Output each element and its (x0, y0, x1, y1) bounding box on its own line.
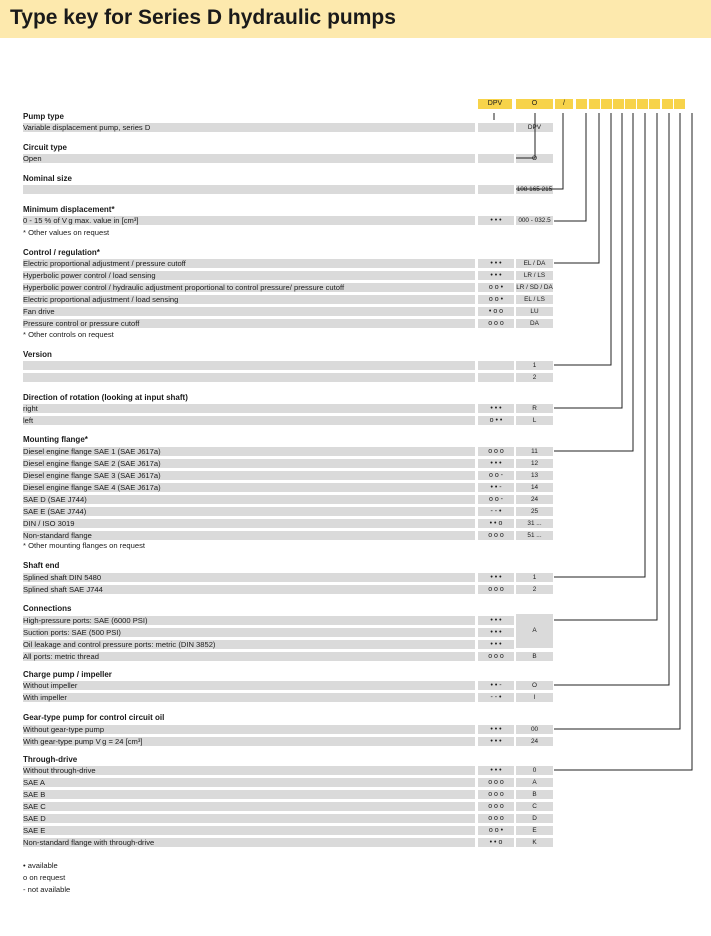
option-code: 1 (516, 361, 553, 370)
option-label: DIN / ISO 3019 (23, 519, 475, 528)
page-title: Type key for Series D hydraulic pumps (10, 6, 396, 29)
option-code: 24 (516, 737, 553, 746)
option-label: Without gear-type pump (23, 725, 475, 734)
option-label: With impeller (23, 693, 475, 702)
option-label: Splined shaft SAE J744 (23, 585, 475, 594)
option-label: SAE C (23, 802, 475, 811)
option-code: 25 (516, 507, 553, 516)
option-code: 2 (516, 585, 553, 594)
section-title: Pump type (23, 112, 64, 121)
option-label: High-pressure ports: SAE (6000 PSI) (23, 616, 475, 625)
option-label: SAE B (23, 790, 475, 799)
option-code: E (516, 826, 553, 835)
connector-min-displacement (554, 113, 586, 221)
option-label: SAE D (SAE J744) (23, 495, 475, 504)
section-note: * Other controls on request (23, 330, 114, 339)
option-code: 14 (516, 483, 553, 492)
availability-marks: • • • (478, 616, 514, 625)
legend-available: • available (23, 861, 58, 870)
availability-marks: • • • (478, 573, 514, 582)
option-label: Fan drive (23, 307, 475, 316)
option-code: 51 ... (516, 531, 553, 540)
section-title: Connections (23, 604, 72, 613)
option-code: B (516, 652, 553, 661)
availability-marks: o • • (478, 416, 514, 425)
connector-connections (554, 113, 657, 620)
availability-marks: o o • (478, 283, 514, 292)
option-label: Non-standard flange with through-drive (23, 838, 475, 847)
option-code: L (516, 416, 553, 425)
connector-control (554, 113, 599, 263)
type-code-box-1: DPV (478, 99, 512, 109)
availability-marks: • • - (478, 681, 514, 690)
availability-marks: o o o (478, 447, 514, 456)
section-title: Through-drive (23, 755, 78, 764)
availability-marks: o o o (478, 802, 514, 811)
option-code: 000 - 032.5 (516, 216, 553, 225)
option-code: LU (516, 307, 553, 316)
section-title: Control / regulation* (23, 248, 100, 257)
availability-marks: o o - (478, 495, 514, 504)
availability-marks: • o o (478, 307, 514, 316)
option-code: DA (516, 319, 553, 328)
option-label: Diesel engine flange SAE 1 (SAE J617a) (23, 447, 475, 456)
availability-marks: • • • (478, 271, 514, 280)
option-label: With gear-type pump V g = 24 [cm³] (23, 737, 475, 746)
section-title: Minimum displacement* (23, 205, 115, 214)
section-title: Direction of rotation (looking at input shaft) (23, 393, 188, 402)
option-label: SAE E (23, 826, 475, 835)
availability-marks: o o o (478, 790, 514, 799)
section-title: Nominal size (23, 174, 72, 183)
option-label: Without impeller (23, 681, 475, 690)
connector-mounting-flange (554, 113, 633, 451)
availability-marks: • • • (478, 459, 514, 468)
option-code: 108 165 215 (516, 186, 553, 193)
option-label: Diesel engine flange SAE 4 (SAE J617a) (23, 483, 475, 492)
option-code: LR / LS (516, 271, 553, 280)
availability-marks: • • • (478, 628, 514, 637)
availability-marks: • • • (478, 259, 514, 268)
availability-marks: • • • (478, 640, 514, 649)
section-title: Gear-type pump for control circuit oil (23, 713, 165, 722)
option-label: Oil leakage and control pressure ports: metric (DIN 3852) (23, 640, 475, 649)
option-label: 0 - 15 % of V g max. value in [cm³] (23, 216, 475, 225)
availability-marks: o o • (478, 826, 514, 835)
option-label: Electric proportional adjustment / load sensing (23, 295, 475, 304)
availability-marks: • • o (478, 838, 514, 847)
option-label: left (23, 416, 475, 425)
availability-marks: • • • (478, 216, 514, 225)
option-label: SAE A (23, 778, 475, 787)
option-label: Pressure control or pressure cutoff (23, 319, 475, 328)
availability-marks: • • - (478, 483, 514, 492)
option-code: 24 (516, 495, 553, 504)
option-code: 00 (516, 725, 553, 734)
option-label: Without through-drive (23, 766, 475, 775)
option-label: All ports: metric thread (23, 652, 475, 661)
option-label: Hyperbolic power control / load sensing (23, 271, 475, 280)
option-label: Hyperbolic power control / hydraulic adjustment proportional to control pressure/ pressure cutoff (23, 283, 475, 292)
option-code: O (516, 681, 553, 690)
option-code: 31 ... (516, 519, 553, 528)
option-label: Splined shaft DIN 5480 (23, 573, 475, 582)
availability-marks: o o o (478, 585, 514, 594)
option-code: C (516, 802, 553, 811)
option-label: Suction ports: SAE (500 PSI) (23, 628, 475, 637)
option-code: 1 (516, 573, 553, 582)
section-note: * Other mounting flanges on request (23, 541, 145, 550)
section-title: Charge pump / impeller (23, 670, 112, 679)
option-code: 11 (516, 447, 553, 456)
availability-marks: o o o (478, 814, 514, 823)
option-code: 2 (516, 373, 553, 382)
connector-through-drive (554, 113, 692, 770)
option-label: Open (23, 154, 475, 163)
availability-marks: • • • (478, 725, 514, 734)
option-code: EL / DA (516, 259, 553, 268)
availability-marks: • • • (478, 766, 514, 775)
connector-rotation (554, 113, 622, 408)
option-code: 0 (516, 766, 553, 775)
connector-nominal-size (516, 113, 563, 189)
option-label: Diesel engine flange SAE 2 (SAE J617a) (23, 459, 475, 468)
section-title: Circuit type (23, 143, 68, 152)
availability-marks: o o • (478, 295, 514, 304)
availability-marks: o o - (478, 471, 514, 480)
legend-not-available: - not available (23, 885, 71, 894)
type-code-box-3: / (555, 99, 573, 109)
option-code: A (516, 778, 553, 787)
availability-marks: • • o (478, 519, 514, 528)
option-code: R (516, 404, 553, 413)
section-title: Version (23, 350, 52, 359)
availability-marks: o o o (478, 531, 514, 540)
availability-marks: - - • (478, 693, 514, 702)
option-code: EL / LS (516, 295, 553, 304)
option-label: SAE E (SAE J744) (23, 507, 475, 516)
option-code: 13 (516, 471, 553, 480)
availability-marks: o o o (478, 319, 514, 328)
option-label: Non-standard flange (23, 531, 475, 540)
availability-marks: • • • (478, 404, 514, 413)
legend-on-request: o on request (23, 873, 66, 882)
option-code: DPV (516, 123, 553, 132)
option-label: Electric proportional adjustment / pressure cutoff (23, 259, 475, 268)
option-code: LR / SD / DA (516, 284, 553, 291)
option-code: D (516, 814, 553, 823)
option-label: Diesel engine flange SAE 3 (SAE J617a) (23, 471, 475, 480)
section-title: Mounting flange* (23, 435, 88, 444)
availability-marks: o o o (478, 652, 514, 661)
availability-marks: o o o (478, 778, 514, 787)
option-label: right (23, 404, 475, 413)
type-code-box-2: O (516, 99, 553, 109)
option-code: I (516, 693, 553, 702)
option-code: B (516, 790, 553, 799)
connections-group-code: A (516, 614, 553, 648)
section-title: Shaft end (23, 561, 60, 570)
option-label: Variable displacement pump, series D (23, 123, 475, 132)
availability-marks: - - • (478, 507, 514, 516)
availability-marks: • • • (478, 737, 514, 746)
option-code: O (516, 154, 553, 163)
connector-gear-pump (554, 113, 680, 729)
option-code: 12 (516, 459, 553, 468)
connector-circuit-type (516, 113, 535, 158)
section-note: * Other values on request (23, 228, 110, 237)
option-label: SAE D (23, 814, 475, 823)
option-code: K (516, 838, 553, 847)
